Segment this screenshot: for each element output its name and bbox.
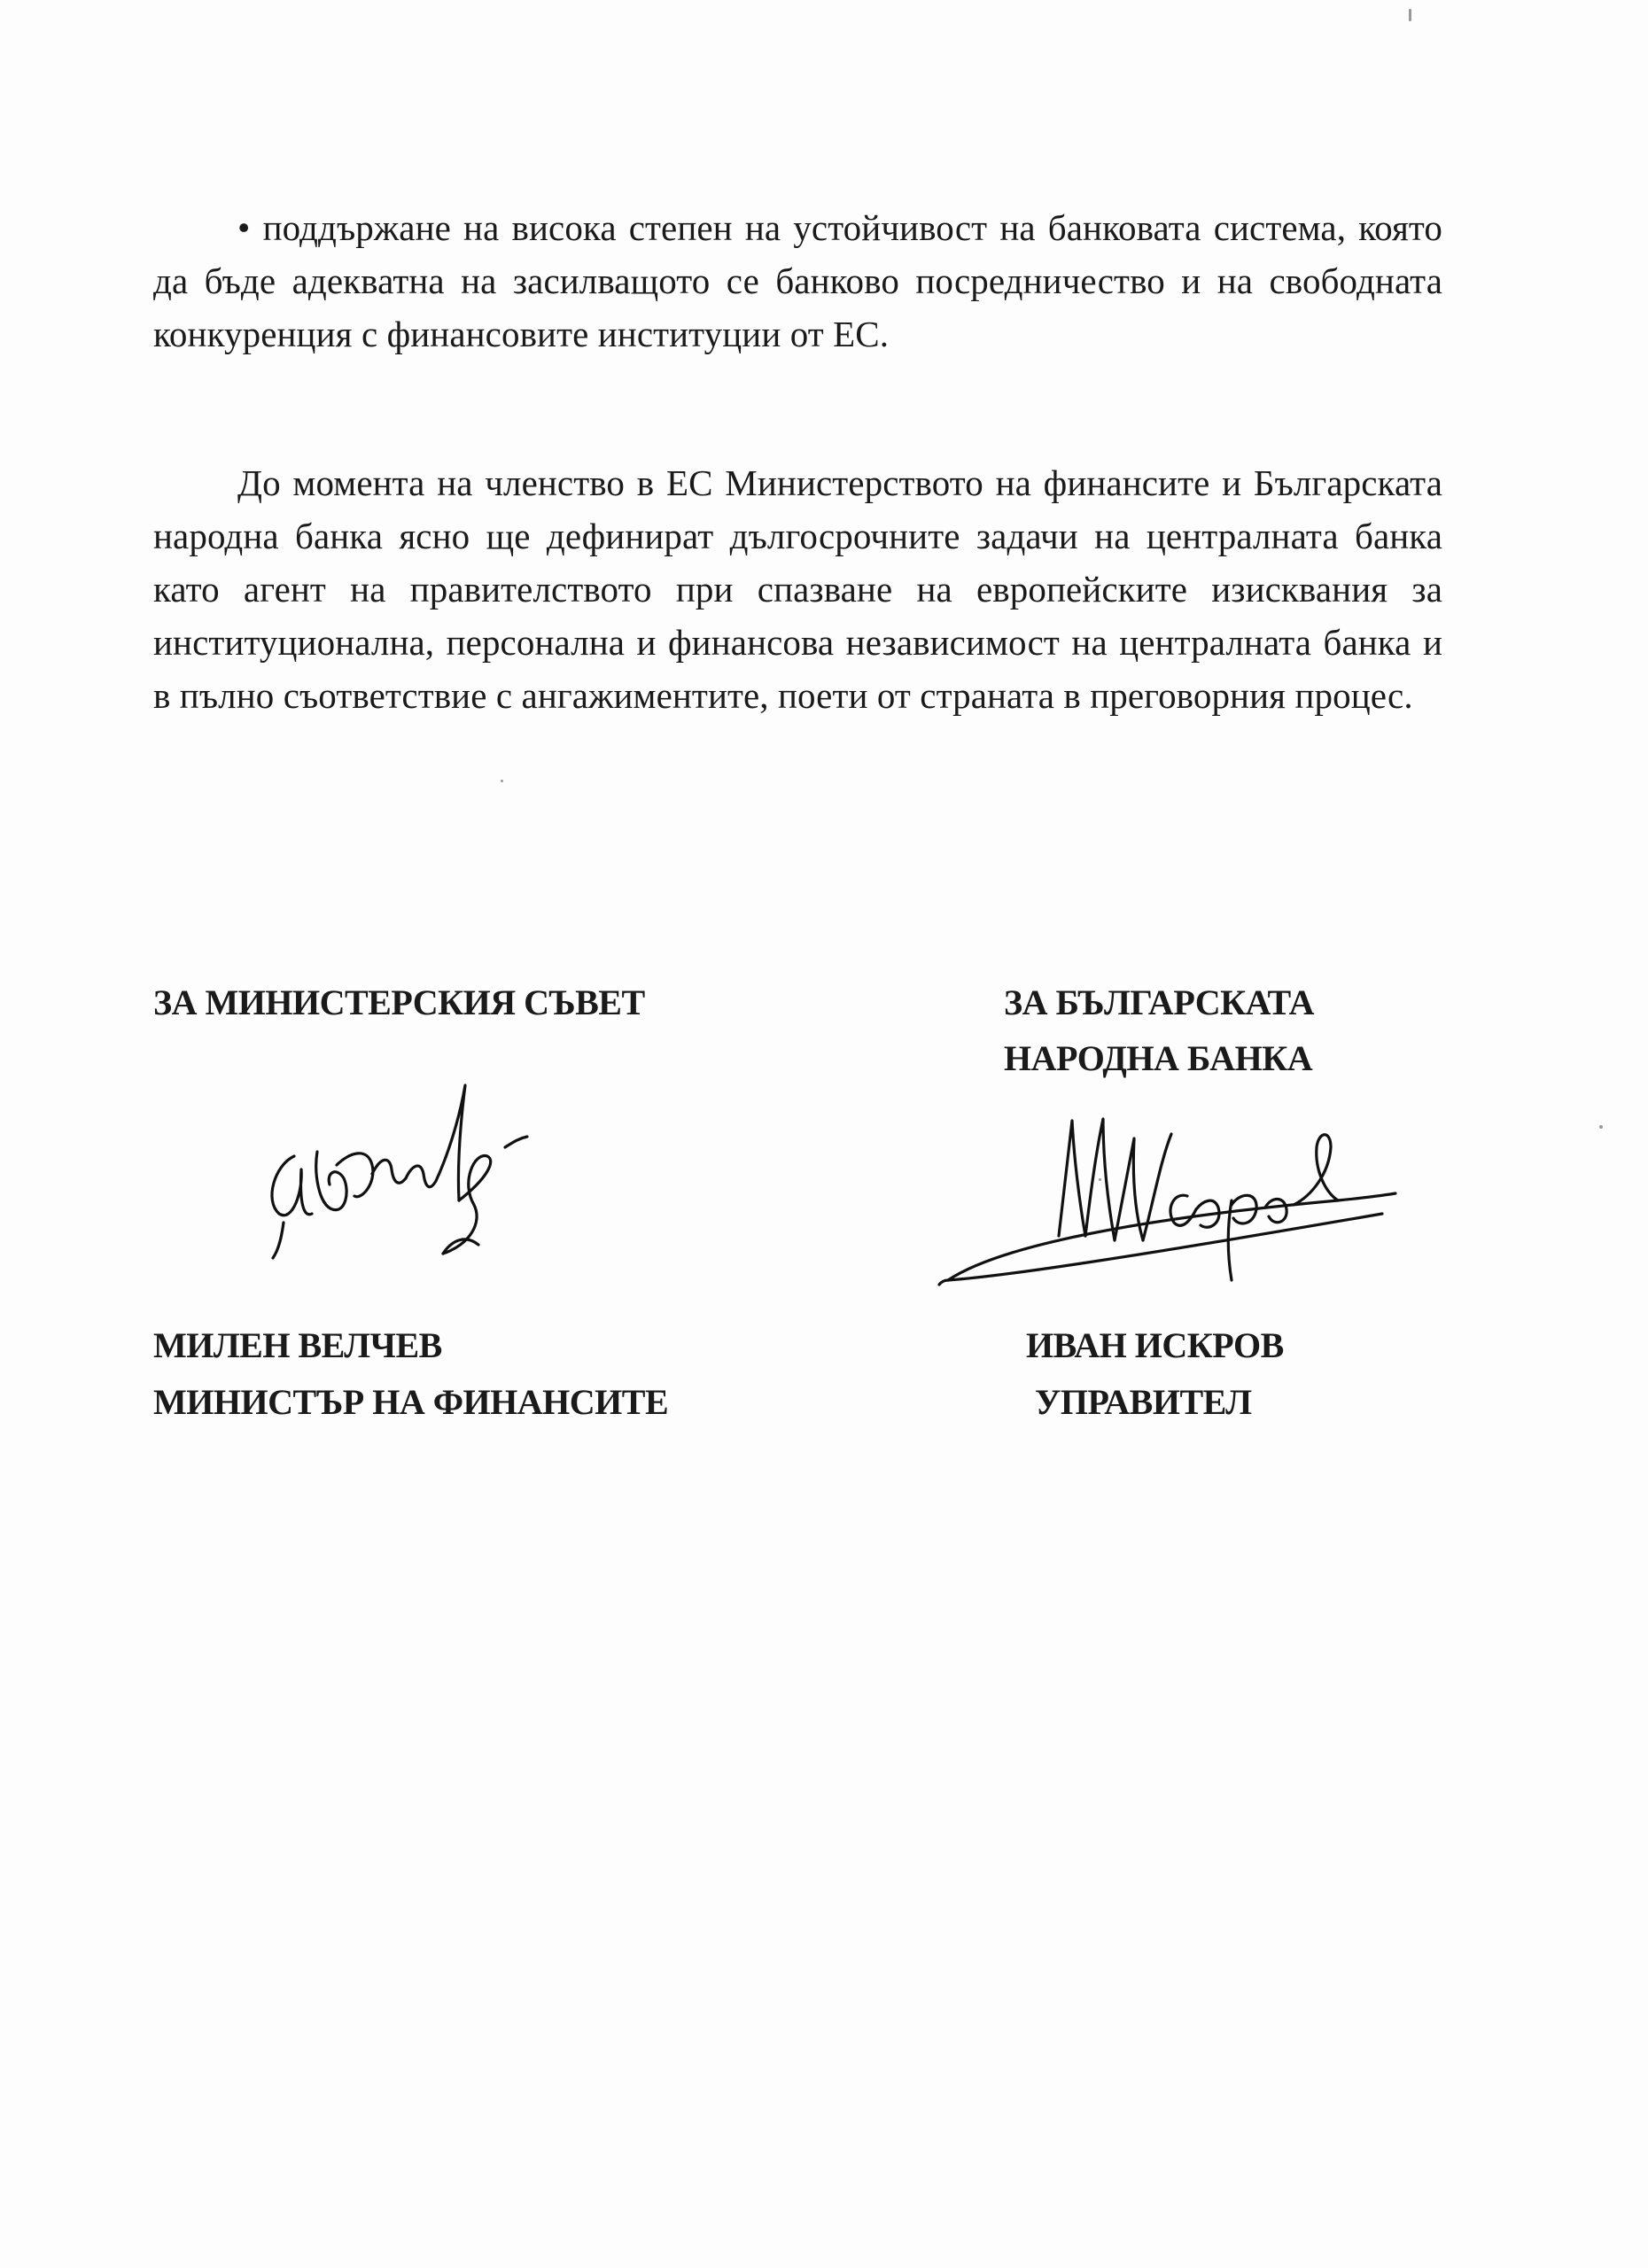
right-signatory-name: ИВАН ИСКРОВ — [1026, 1325, 1284, 1365]
main-paragraph: До момента на членство в ЕС Министерството на финансите и Българската народна банка ясно ще дефинират дългосрочните задачи на централната банка като агент на правителството при спазване на европейските изисквания за институционална, персонална и финансова независимост на централната банка и в пълно съответствие с ангажиментите, поети от страната в преговорния процес. — [153, 462, 1442, 716]
right-signatory-heading-line1: ЗА БЪЛГАРСКАТА — [1004, 983, 1315, 1022]
scan-speck — [501, 780, 503, 782]
scan-speck — [1409, 9, 1411, 21]
right-signatory-heading-line2: НАРОДНА БАНКА — [1004, 1038, 1313, 1078]
left-signatory-name: МИЛЕН ВЕЛЧЕВ — [153, 1325, 442, 1365]
left-signature — [248, 1068, 540, 1271]
scan-speck — [1599, 1125, 1603, 1129]
scan-speck — [1099, 1178, 1101, 1181]
left-signatory-title: МИНИСТЪР НА ФИНАНСИТЕ — [153, 1382, 669, 1422]
bullet-marker: • — [237, 207, 251, 248]
right-signatory-title: УПРАВИТЕЛ — [1035, 1382, 1252, 1422]
bullet-text: поддържане на висока степен на устойчивост на банковата система, която да бъде адекватна на засилващото се банково посредничество и на свободната конкуренция с финансовите институции от ЕС. — [153, 207, 1442, 354]
bullet-paragraph — [153, 201, 1442, 361]
left-signatory-heading: ЗА МИНИСТЕРСКИЯ СЪВЕТ — [153, 983, 645, 1022]
right-signature — [921, 1112, 1418, 1316]
